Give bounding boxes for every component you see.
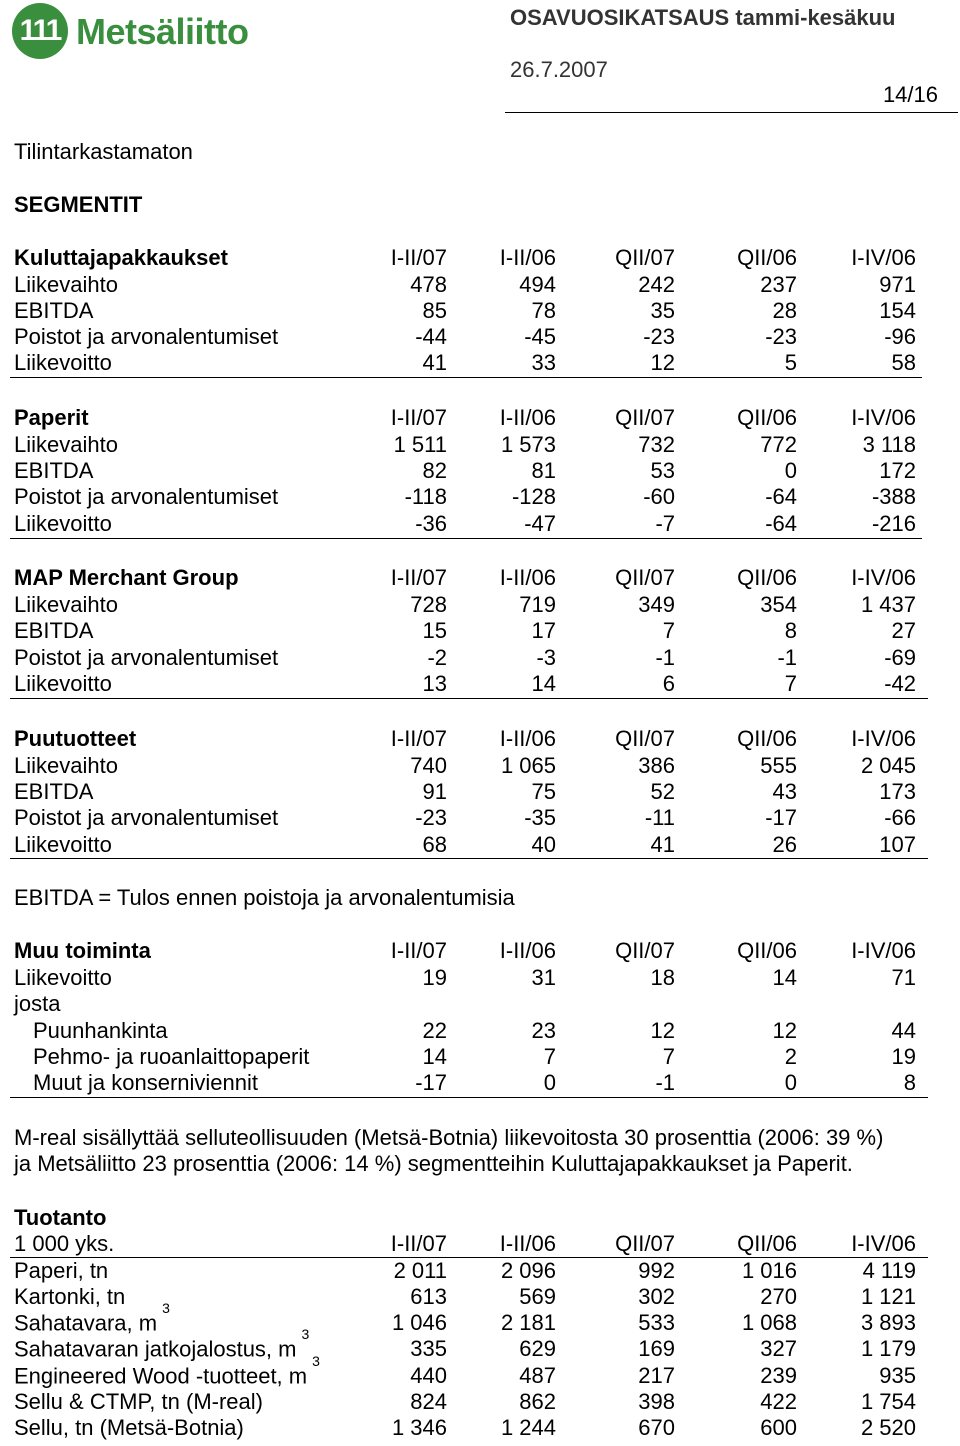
row-label-text: Sahatavaran jatkojalostus, m: [14, 1336, 297, 1362]
unit-label: 1 000 yks.: [14, 1231, 115, 1256]
value-cell: 670: [638, 1415, 675, 1440]
value-cell: 237: [760, 272, 797, 297]
ebitda-note: EBITDA = Tulos ennen poistoja ja arvonalentumisia: [14, 885, 515, 910]
value-cell: -128: [511, 484, 556, 509]
value-cell: 1 121: [860, 1284, 916, 1309]
segment-title: Puutuotteet: [14, 726, 137, 751]
value-cell: -118: [404, 484, 447, 509]
value-cell: -35: [524, 805, 556, 830]
value-cell: -66: [884, 805, 916, 830]
value-cell: 2 011: [393, 1258, 447, 1283]
column-header: QII/06: [737, 245, 797, 270]
value-cell: 18: [650, 965, 675, 990]
table-row: [0, 272, 960, 298]
row-label-text: Sahatavara, m: [14, 1310, 158, 1336]
row-label: Muut ja konserniviennit: [33, 1070, 259, 1095]
value-cell: 19: [891, 1044, 916, 1069]
value-cell: -17: [415, 1070, 447, 1095]
value-cell: 629: [519, 1336, 556, 1361]
value-cell: 82: [422, 458, 447, 483]
value-cell: 2: [784, 1044, 797, 1069]
value-cell: 2 520: [860, 1415, 916, 1440]
value-cell: 28: [772, 298, 797, 323]
value-cell: 44: [891, 1018, 916, 1043]
value-cell: -1: [655, 1070, 675, 1095]
production-header-row: [0, 1231, 960, 1257]
table-row: [0, 350, 960, 376]
row-label: EBITDA: [14, 458, 94, 483]
value-cell: -23: [643, 324, 675, 349]
value-cell: 335: [410, 1336, 447, 1361]
value-cell: 242: [638, 272, 675, 297]
value-cell: 398: [638, 1389, 675, 1414]
table-row: [0, 1326, 960, 1362]
column-header: I-IV/06: [851, 565, 916, 590]
value-cell: -96: [884, 324, 916, 349]
column-header: I-II/06: [499, 405, 556, 430]
column-header: I-II/07: [390, 245, 447, 270]
value-cell: 12: [772, 1018, 797, 1043]
table-row: [0, 779, 960, 805]
value-cell: 386: [638, 753, 675, 778]
value-cell: 992: [638, 1258, 675, 1283]
column-header: QII/06: [737, 726, 797, 751]
value-cell: 75: [531, 779, 556, 804]
segment-title: Kuluttajapakkaukset: [14, 245, 228, 270]
value-cell: 1 511: [393, 432, 447, 457]
column-header: I-II/06: [499, 1231, 556, 1256]
value-cell: 5: [784, 350, 797, 375]
value-cell: -64: [765, 484, 797, 509]
header-rule: [505, 112, 958, 113]
value-cell: 555: [760, 753, 797, 778]
table-row: [0, 1415, 960, 1441]
row-label: Kartonki, tn: [14, 1284, 126, 1309]
value-cell: 15: [422, 618, 447, 643]
value-cell: 33: [531, 350, 556, 375]
production-title: Tuotanto: [14, 1205, 107, 1230]
row-label: Poistot ja arvonalentumiset: [14, 805, 279, 830]
value-cell: 302: [638, 1284, 675, 1309]
value-cell: 732: [638, 432, 675, 457]
logo-wordmark: Metsäliitto: [76, 11, 249, 52]
value-cell: 172: [879, 458, 916, 483]
table-rule: [10, 1097, 928, 1098]
value-cell: 6: [662, 671, 675, 696]
value-cell: 0: [784, 1070, 797, 1095]
row-label: Sellu & CTMP, tn (M-real): [14, 1389, 263, 1414]
row-label: Liikevaihto: [14, 592, 118, 617]
value-cell: 71: [891, 965, 916, 990]
production-title-row: [0, 1205, 960, 1231]
table-row: [0, 298, 960, 324]
segment-header-row: [0, 405, 960, 431]
row-label: EBITDA: [14, 298, 94, 323]
table-row: [0, 832, 960, 858]
table-row: [0, 618, 960, 644]
value-cell: 1 754: [860, 1389, 916, 1414]
value-cell: 1 179: [860, 1336, 916, 1361]
audit-note: Tilintarkastamaton: [14, 139, 193, 164]
table-row: [0, 1300, 960, 1336]
value-cell: 17: [531, 618, 556, 643]
value-cell: -42: [884, 671, 916, 696]
value-cell: 239: [760, 1363, 797, 1388]
unit-superscript: 3: [301, 1326, 310, 1342]
value-cell: 494: [519, 272, 556, 297]
row-label: Puunhankinta: [33, 1018, 168, 1043]
value-cell: 935: [879, 1363, 916, 1388]
value-cell: -216: [871, 511, 916, 536]
value-cell: 2 181: [500, 1310, 556, 1335]
column-header: I-II/07: [390, 565, 447, 590]
column-header: I-IV/06: [851, 1231, 916, 1256]
value-cell: 41: [650, 832, 675, 857]
row-label: Liikevoitto: [14, 832, 112, 857]
table-row: [0, 965, 960, 991]
segment-title: MAP Merchant Group: [14, 565, 239, 590]
value-cell: -11: [644, 805, 675, 830]
column-header: I-IV/06: [851, 938, 916, 963]
row-label: Liikevoitto: [14, 350, 112, 375]
value-cell: 270: [760, 1284, 797, 1309]
row-label: Liikevoitto: [14, 965, 112, 990]
value-cell: 569: [519, 1284, 556, 1309]
value-cell: 12: [650, 350, 675, 375]
row-label: Poistot ja arvonalentumiset: [14, 324, 279, 349]
column-header: QII/07: [615, 245, 675, 270]
table-row: [0, 1018, 960, 1044]
value-cell: 26: [772, 832, 797, 857]
value-cell: 0: [784, 458, 797, 483]
value-cell: 217: [638, 1363, 675, 1388]
value-cell: -60: [643, 484, 675, 509]
value-cell: 1 346: [391, 1415, 447, 1440]
value-cell: -17: [765, 805, 797, 830]
value-cell: 7: [543, 1044, 556, 1069]
value-cell: 1 046: [391, 1310, 447, 1335]
table-row: [0, 645, 960, 671]
segment-header-row: [0, 938, 960, 964]
value-cell: -1: [777, 645, 797, 670]
value-cell: 12: [650, 1018, 675, 1043]
logo-mark: [12, 3, 68, 59]
column-header: I-IV/06: [851, 405, 916, 430]
segment-title: Paperit: [14, 405, 89, 430]
row-label: Poistot ja arvonalentumiset: [14, 645, 279, 670]
column-header: QII/07: [615, 938, 675, 963]
table-row: [0, 671, 960, 697]
table-row: [0, 805, 960, 831]
value-cell: -388: [871, 484, 916, 509]
column-header: I-II/07: [390, 938, 447, 963]
table-row: [0, 458, 960, 484]
value-cell: -69: [884, 645, 916, 670]
table-row: [0, 1353, 960, 1389]
value-cell: 7: [662, 618, 675, 643]
value-cell: 31: [531, 965, 556, 990]
value-cell: 19: [422, 965, 447, 990]
value-cell: 27: [891, 618, 916, 643]
row-label: EBITDA: [14, 618, 94, 643]
row-label: [14, 1353, 320, 1389]
row-label: Liikevaihto: [14, 432, 118, 457]
value-cell: 600: [760, 1415, 797, 1440]
value-cell: 4 119: [862, 1258, 916, 1283]
value-cell: 728: [410, 592, 447, 617]
column-header: I-II/07: [390, 1231, 447, 1256]
column-header: QII/06: [737, 405, 797, 430]
page-number: 14/16: [882, 82, 938, 107]
value-cell: 68: [422, 832, 447, 857]
row-label: Sellu, tn (Metsä-Botnia): [14, 1415, 244, 1440]
row-label: Liikevoitto: [14, 671, 112, 696]
unit-superscript: 3: [162, 1300, 170, 1316]
value-cell: 53: [650, 458, 675, 483]
value-cell: 23: [531, 1018, 556, 1043]
value-cell: 719: [519, 592, 556, 617]
value-cell: 173: [879, 779, 916, 804]
value-cell: 1 068: [741, 1310, 797, 1335]
table-row: [0, 1258, 960, 1284]
row-label: EBITDA: [14, 779, 94, 804]
value-cell: 422: [760, 1389, 797, 1414]
value-cell: 1 244: [500, 1415, 556, 1440]
column-header: QII/07: [615, 1231, 675, 1256]
column-header: I-IV/06: [851, 726, 916, 751]
value-cell: 440: [410, 1363, 447, 1388]
value-cell: -2: [427, 645, 447, 670]
value-cell: 43: [772, 779, 797, 804]
value-cell: 478: [410, 272, 447, 297]
column-header: I-II/07: [390, 405, 447, 430]
value-cell: 35: [650, 298, 675, 323]
value-cell: 40: [531, 832, 556, 857]
value-cell: 91: [422, 779, 447, 804]
table-row: [0, 432, 960, 458]
value-cell: 169: [638, 1336, 675, 1361]
table-row: [0, 753, 960, 779]
value-cell: -3: [536, 645, 556, 670]
value-cell: 14: [422, 1044, 447, 1069]
table-row: [0, 484, 960, 510]
table-row: [0, 1284, 960, 1310]
value-cell: 7: [662, 1044, 675, 1069]
table-row: [0, 991, 960, 1017]
table-row: [0, 1389, 960, 1415]
value-cell: -1: [655, 645, 675, 670]
value-cell: 862: [519, 1389, 556, 1414]
row-label: Liikevoitto: [14, 511, 112, 536]
value-cell: 13: [422, 671, 447, 696]
row-label: Pehmo- ja ruoanlaittopaperit: [33, 1044, 310, 1069]
audit-note-row: [0, 139, 960, 165]
column-header: I-II/06: [499, 726, 556, 751]
column-header: I-II/06: [499, 245, 556, 270]
row-label: Liikevaihto: [14, 753, 118, 778]
value-cell: 85: [422, 298, 447, 323]
value-cell: 41: [422, 350, 447, 375]
segment-header-row: [0, 245, 960, 271]
row-label: [14, 1326, 310, 1362]
table-row: [0, 324, 960, 350]
column-header: I-II/06: [499, 938, 556, 963]
value-cell: 772: [760, 432, 797, 457]
ebitda-note-row: [0, 885, 960, 911]
value-cell: 327: [760, 1336, 797, 1361]
row-label: Paperi, tn: [14, 1258, 109, 1283]
value-cell: 52: [650, 779, 675, 804]
table-rule: [10, 538, 922, 539]
row-label: josta: [14, 991, 61, 1016]
unit-superscript: 3: [312, 1353, 320, 1369]
value-cell: 613: [410, 1284, 447, 1309]
value-cell: 81: [531, 458, 556, 483]
value-cell: 8: [784, 618, 797, 643]
value-cell: 354: [760, 592, 797, 617]
value-cell: 8: [903, 1070, 916, 1095]
value-cell: 487: [519, 1363, 556, 1388]
value-cell: 22: [422, 1018, 447, 1043]
value-cell: 107: [879, 832, 916, 857]
value-cell: 2 045: [860, 753, 916, 778]
column-header: QII/07: [615, 726, 675, 751]
value-cell: 1 016: [741, 1258, 797, 1283]
table-row: [0, 1044, 960, 1070]
column-header: QII/06: [737, 565, 797, 590]
column-header: I-II/07: [390, 726, 447, 751]
value-cell: 2 096: [500, 1258, 556, 1283]
row-label-text: Engineered Wood -tuotteet, m: [14, 1363, 308, 1389]
row-label: Liikevaihto: [14, 272, 118, 297]
section-title-row: [0, 192, 960, 218]
value-cell: 349: [638, 592, 675, 617]
value-cell: -44: [415, 324, 447, 349]
value-cell: -45: [524, 324, 556, 349]
report-title: OSAVUOSIKATSAUS tammi-kesäkuu: [510, 5, 896, 30]
table-rule: [10, 858, 928, 859]
segment-header-row: [0, 726, 960, 752]
value-cell: 3 118: [862, 432, 916, 457]
value-cell: -23: [415, 805, 447, 830]
column-header: I-IV/06: [851, 245, 916, 270]
column-header: QII/07: [615, 405, 675, 430]
value-cell: 533: [638, 1310, 675, 1335]
segment-title: Muu toiminta: [14, 938, 151, 963]
table-row: [0, 592, 960, 618]
value-cell: 971: [879, 272, 916, 297]
row-label: [14, 1300, 170, 1336]
note-text: ja Metsäliitto 23 prosenttia (2006: 14 %) segmentteihin Kuluttajapakkaukset ja Paperit.: [14, 1151, 853, 1176]
value-cell: 0: [543, 1070, 556, 1095]
value-cell: -64: [765, 511, 797, 536]
value-cell: 58: [891, 350, 916, 375]
section-title: SEGMENTIT: [14, 192, 143, 217]
value-cell: 1 437: [860, 592, 916, 617]
value-cell: -36: [415, 511, 447, 536]
value-cell: 1 573: [500, 432, 556, 457]
column-header: QII/07: [615, 565, 675, 590]
value-cell: 824: [410, 1389, 447, 1414]
value-cell: 14: [772, 965, 797, 990]
column-header: I-II/06: [499, 565, 556, 590]
value-cell: -47: [524, 511, 556, 536]
value-cell: 3 893: [860, 1310, 916, 1335]
segment-header-row: [0, 565, 960, 591]
value-cell: 7: [784, 671, 797, 696]
value-cell: -7: [655, 511, 675, 536]
column-header: QII/06: [737, 1231, 797, 1256]
value-cell: 78: [531, 298, 556, 323]
note-line: [0, 1151, 960, 1177]
column-header: QII/06: [737, 938, 797, 963]
report-date: 26.7.2007: [510, 57, 608, 82]
row-label: Poistot ja arvonalentumiset: [14, 484, 279, 509]
table-row: [0, 1070, 960, 1096]
value-cell: 740: [410, 753, 447, 778]
value-cell: 14: [531, 671, 556, 696]
note-text: M-real sisällyttää selluteollisuuden (Metsä-Botnia) liikevoitosta 30 prosenttia (2006: 39 %): [14, 1125, 884, 1150]
logo-mark-text: 111: [19, 14, 61, 47]
note-line: [0, 1125, 960, 1151]
value-cell: 154: [879, 298, 916, 323]
value-cell: 1 065: [500, 753, 556, 778]
value-cell: -23: [765, 324, 797, 349]
table-rule: [10, 698, 928, 699]
table-rule: [10, 377, 922, 378]
table-row: [0, 511, 960, 537]
